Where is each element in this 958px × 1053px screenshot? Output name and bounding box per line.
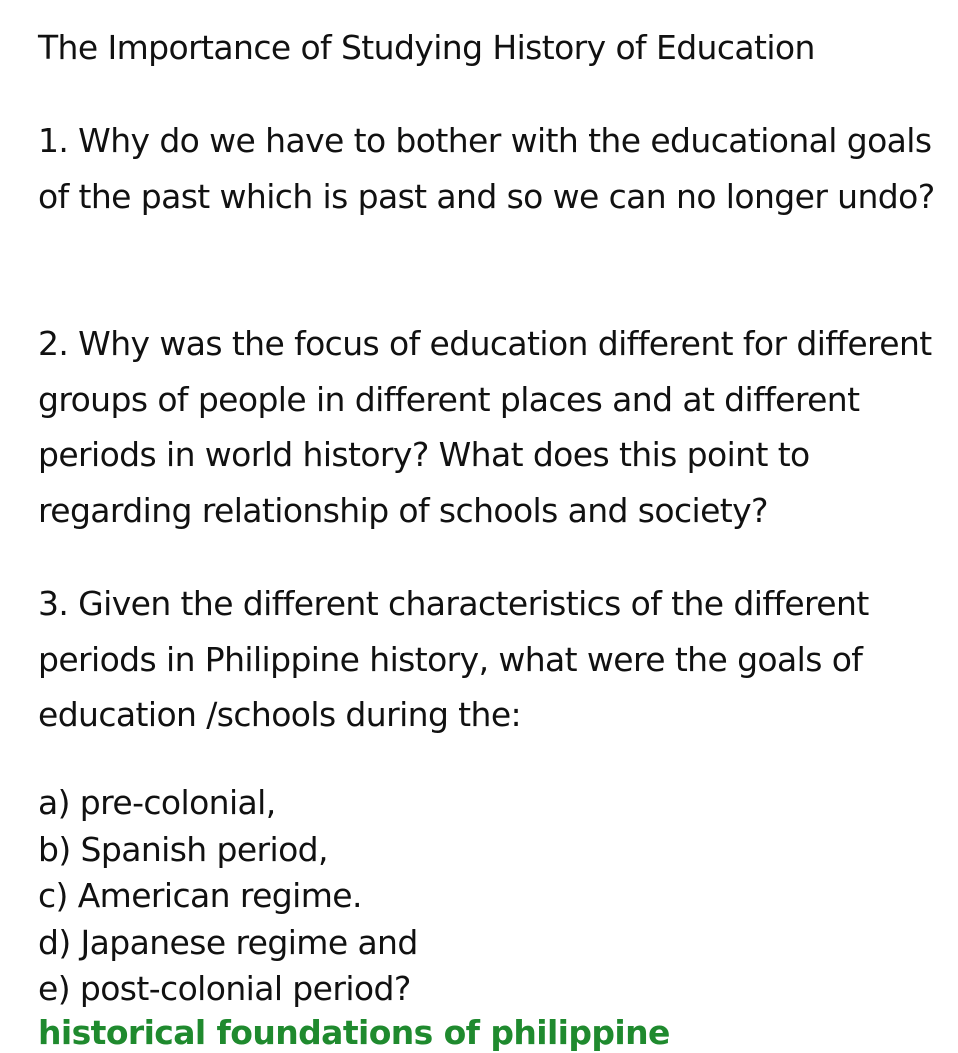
option-d: d) Japanese regime and [38, 922, 418, 962]
option-c: c) American regime. [38, 876, 362, 915]
page-title: The Importance of Studying History of Education [38, 28, 815, 67]
question-1: 1. Why do we have to bother with the educational goals of the past which is past and so we can no longer undo? [38, 121, 935, 216]
question-3: 3. Given the different characteristics of the different periods in Philippine history, what were the goals of education /schools during the: [38, 584, 869, 734]
option-e: e) post-colonial period? [38, 969, 411, 1008]
question-2: 2. Why was the focus of education different for different groups of people in different places and at different periods in world history? What does this point to regarding relationship of schools and society? [38, 324, 932, 530]
option-a: a) pre-colonial, [38, 783, 276, 822]
period-options-list [38, 780, 418, 1013]
partial-link-text[interactable]: historical foundations of philippine [38, 1013, 670, 1052]
partial-link[interactable] [38, 1013, 670, 1052]
option-b: b) Spanish period, [38, 829, 328, 869]
